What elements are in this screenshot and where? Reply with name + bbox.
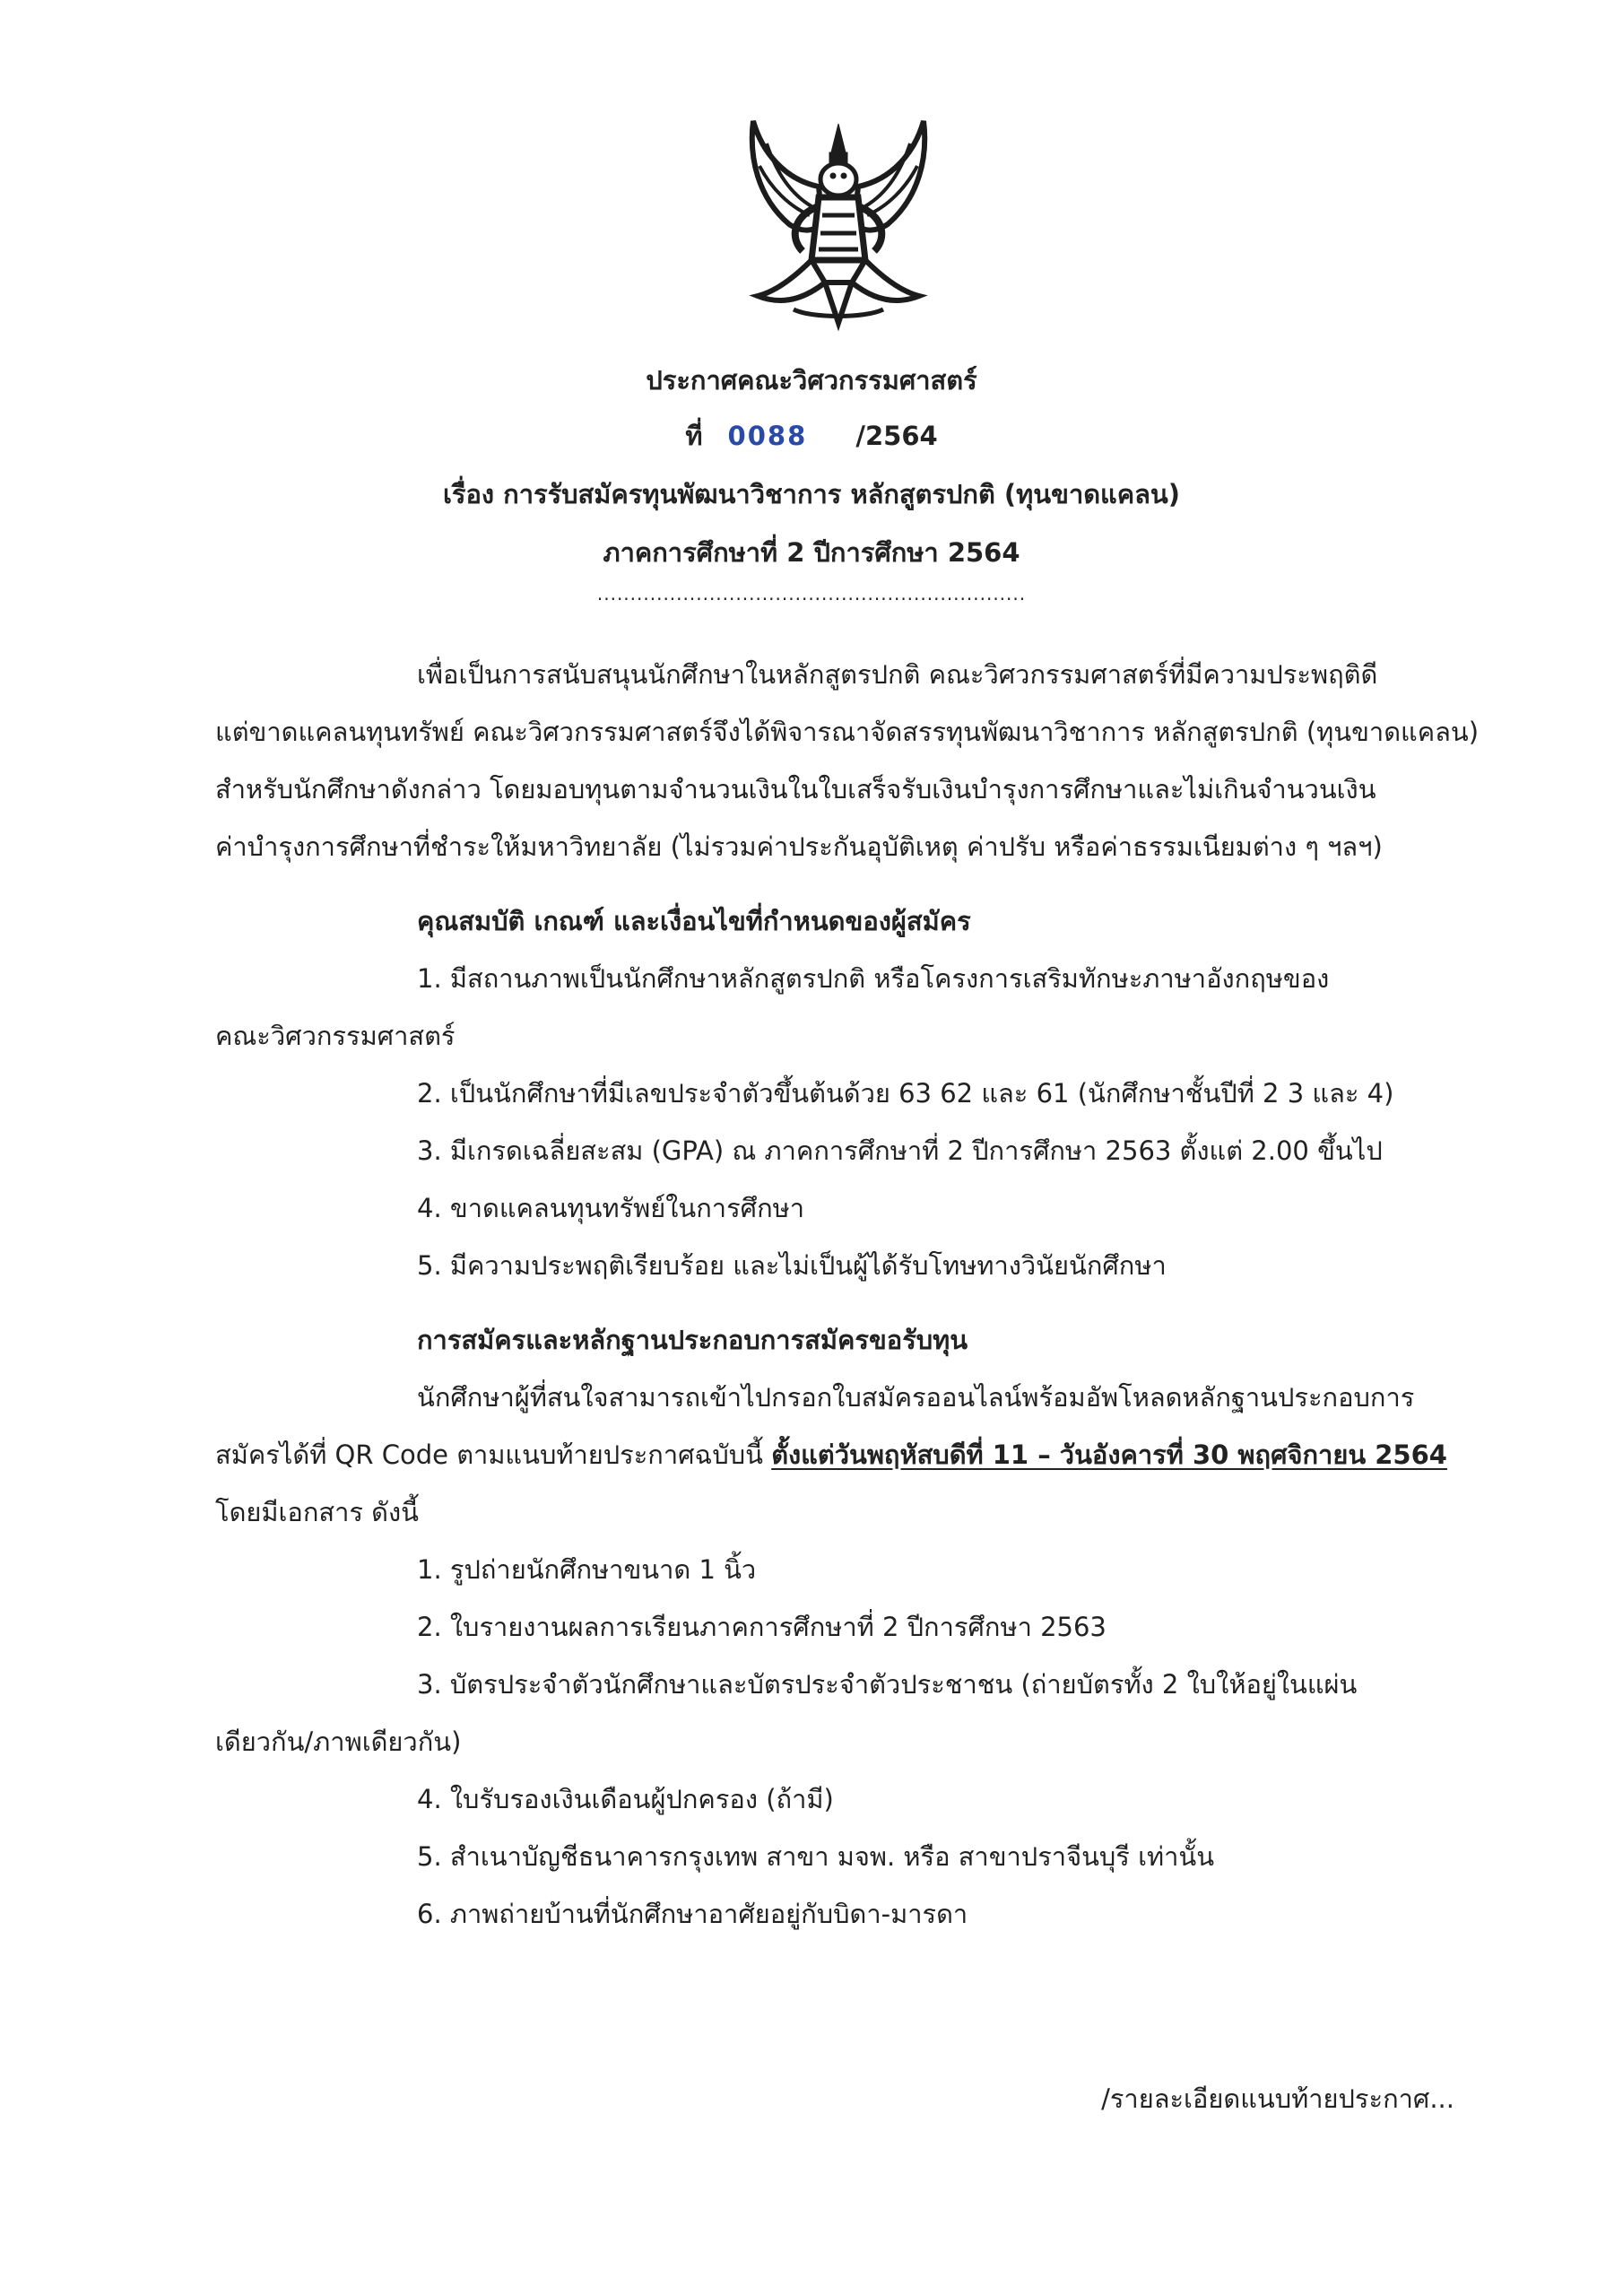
number-suffix: /2564	[855, 421, 938, 451]
document-6: 6. ภาพถ่ายบ้านที่นักศึกษาอาศัยอยู่กับบิดา-มารดา	[417, 1899, 968, 1929]
intro-line-4: ค่าบำรุงการศึกษาที่ชำระให้มหาวิทยาลัย (ไม่รวมค่าประกันอุบัติเหตุ ค่าปรับ หรือค่าธรรมเนียมต่าง ๆ ฯลฯ)	[215, 831, 1383, 862]
intro-line-2: แต่ขาดแคลนทุนทรัพย์ คณะวิศวกรรมศาสตร์จึงได้พิจารณาจัดสรรทุนพัฒนาวิชาการ หลักสูตรปกติ (ทุนขาดแคลน)	[215, 717, 1480, 747]
announcement-title: ประกาศคณะวิศวกรรมศาสตร์	[646, 365, 977, 396]
qualification-5: 5. มีความประพฤติเรียบร้อย และไม่เป็นผู้ได้รับโทษทางวินัยนักศึกษา	[417, 1250, 1167, 1281]
qualifications-heading: คุณสมบัติ เกณฑ์ และเงื่อนไขที่กำหนดของผู้สมัคร	[417, 906, 971, 936]
garuda-emblem	[740, 117, 937, 332]
qualification-4: 4. ขาดแคลนทุนทรัพย์ในการศึกษา	[417, 1193, 805, 1223]
qualification-3: 3. มีเกรดเฉลี่ยสะสม (GPA) ณ ภาคการศึกษาที่ 2 ปีการศึกษา 2563 ตั้งแต่ 2.00 ขึ้นไป	[417, 1135, 1383, 1166]
intro-line-3: สำหรับนักศึกษาดังกล่าว โดยมอบทุนตามจำนวนเงินในใบเสร็จรับเงินบำรุงการศึกษาและไม่เกินจำนวนเงิน	[215, 774, 1376, 804]
qualification-1: 1. มีสถานภาพเป็นนักศึกษาหลักสูตรปกติ หรือโครงการเสริมทักษะภาษาอังกฤษของ	[417, 963, 1330, 994]
document-3-cont: เดียวกัน/ภาพเดียวกัน)	[215, 1726, 462, 1757]
document-4: 4. ใบรับรองเงินเดือนผู้ปกครอง (ถ้ามี)	[417, 1784, 834, 1814]
qualification-1-cont: คณะวิศวกรรมศาสตร์	[215, 1021, 456, 1051]
announcement-subject: เรื่อง การรับสมัครทุนพัฒนาวิชาการ หลักสูตรปกติ (ทุนขาดแคลน)	[442, 479, 1180, 509]
application-period: ตั้งแต่วันพฤหัสบดีที่ 11 – วันอังคารที่ 30 พฤศจิกายน 2564	[771, 1439, 1447, 1470]
application-line-3: โดยมีเอกสาร ดังนี้	[215, 1497, 420, 1527]
handwritten-number: 0088	[727, 421, 808, 451]
qualification-2: 2. เป็นนักศึกษาที่มีเลขประจำตัวขึ้นต้นด้วย 63 62 และ 61 (นักศึกษาชั้นปีที่ 2 3 และ 4)	[417, 1078, 1394, 1109]
document-5: 5. สำเนาบัญชีธนาคารกรุงเทพ สาขา มจพ. หรือ สาขาปราจีนบุรี เท่านั้น	[417, 1841, 1215, 1872]
document-2: 2. ใบรายงานผลการเรียนภาคการศึกษาที่ 2 ปีการศึกษา 2563	[417, 1612, 1107, 1642]
continued-note: /รายละเอียดแนบท้ายประกาศ...	[1101, 2083, 1454, 2114]
document-1: 1. รูปถ่ายนักศึกษาขนาด 1 นิ้ว	[417, 1554, 757, 1585]
application-heading: การสมัครและหลักฐานประกอบการสมัครขอรับทุน	[417, 1325, 968, 1355]
application-qr-text: สมัครได้ที่ QR Code ตามแนบท้ายประกาศฉบับนี้	[215, 1439, 772, 1470]
announcement-semester: ภาคการศึกษาที่ 2 ปีการศึกษา 2564	[603, 537, 1020, 568]
application-line-2	[215, 1439, 1447, 1470]
dotted-divider: .................................................................	[596, 583, 1027, 604]
number-prefix: ที่	[685, 421, 703, 451]
intro-line-1: เพื่อเป็นการสนับสนุนนักศึกษาในหลักสูตรปกติ คณะวิศวกรรมศาสตร์ที่มีความประพฤติดี	[417, 659, 1378, 690]
document-3: 3. บัตรประจำตัวนักศึกษาและบัตรประจำตัวประชาชน (ถ่ายบัตรทั้ง 2 ใบให้อยู่ในแผ่น	[417, 1669, 1358, 1700]
announcement-number	[0, 423, 1623, 449]
application-line-1: นักศึกษาผู้ที่สนใจสามารถเข้าไปกรอกใบสมัครออนไลน์พร้อมอัพโหลดหลักฐานประกอบการ	[417, 1382, 1415, 1413]
